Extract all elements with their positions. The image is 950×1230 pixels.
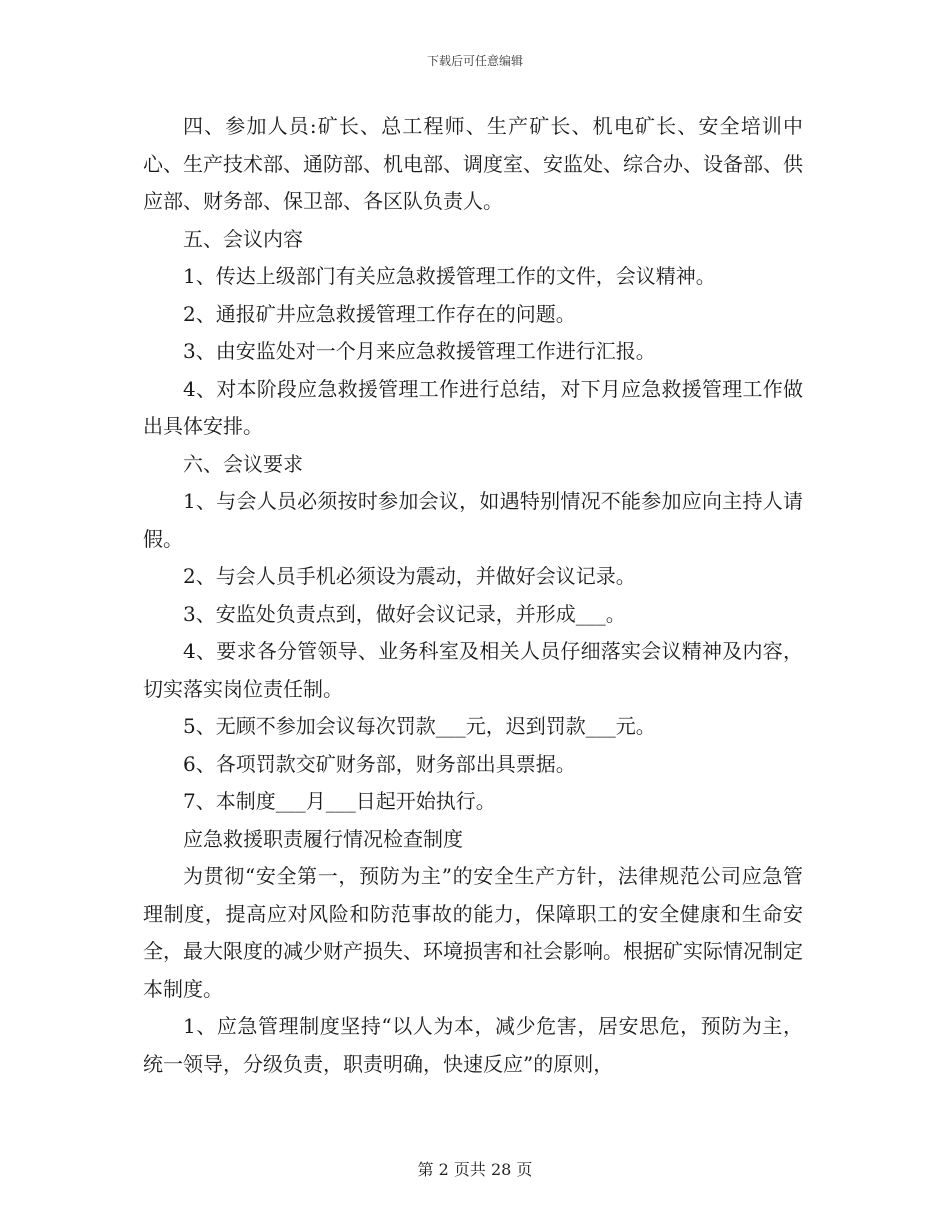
list-item: 5、无顾不参加会议每次罚款___元，迟到罚款___元。 (183, 714, 656, 738)
list-item: 7、本制度___月___日起开始执行。 (183, 789, 496, 813)
list-item: 1、传达上级部门有关应急救援管理工作的文件，会议精神。 (183, 264, 716, 288)
list-item: 3、安监处负责点到，做好会议记录，并形成___。 (183, 601, 626, 626)
paragraph-intro: 为贯彻“安全第一，预防为主”的安全生产方针，法律规范公司应急管理制度，提高应对风险和防范事故的能力，保障职工的安全健康和生命安全，最大限度的减少财产损失、环境损害和社会影响。根据矿实际情况制定本制度。 (143, 864, 803, 1001)
list-item: 2、与会人员手机必须设为震动，并做好会议记录。 (183, 564, 636, 588)
document-body (143, 108, 803, 1083)
section-title: 应急救援职责履行情况检查制度 (183, 826, 463, 851)
section-heading-meeting-content: 五、会议内容 (183, 226, 303, 251)
list-item: 6、各项罚款交矿财务部，财务部出具票据。 (183, 751, 576, 776)
list-item: 4、对本阶段应急救援管理工作进行总结，对下月应急救援管理工作做出具体安排。 (143, 376, 803, 438)
page-number: 第 2 页共 28 页 (417, 1160, 533, 1179)
list-item: 4、要求各分管领导、业务科室及相关人员仔细落实会议精神及内容，切实落实岗位责任制。 (143, 639, 803, 701)
section-heading-meeting-requirements: 六、会议要求 (183, 451, 303, 476)
paragraph-attendees: 四、参加人员:矿长、总工程师、生产矿长、机电矿长、安全培训中心、生产技术部、通防部、机电部、调度室、安监处、综合办、设备部、供应部、财务部、保卫部、各区队负责人。 (143, 114, 803, 213)
list-item: 1、与会人员必须按时参加会议，如遇特别情况不能参加应向主持人请假。 (143, 489, 803, 551)
list-item: 3、由安监处对一个月来应急救援管理工作进行汇报。 (183, 339, 656, 363)
list-item: 1、应急管理制度坚持“以人为本，减少危害，居安思危，预防为主，统一领导，分级负责，职责明确，快速反应”的原则， (143, 1014, 803, 1076)
page-header: 下载后可任意编辑 (426, 54, 523, 68)
list-item: 2、通报矿井应急救援管理工作存在的问题。 (183, 301, 576, 326)
